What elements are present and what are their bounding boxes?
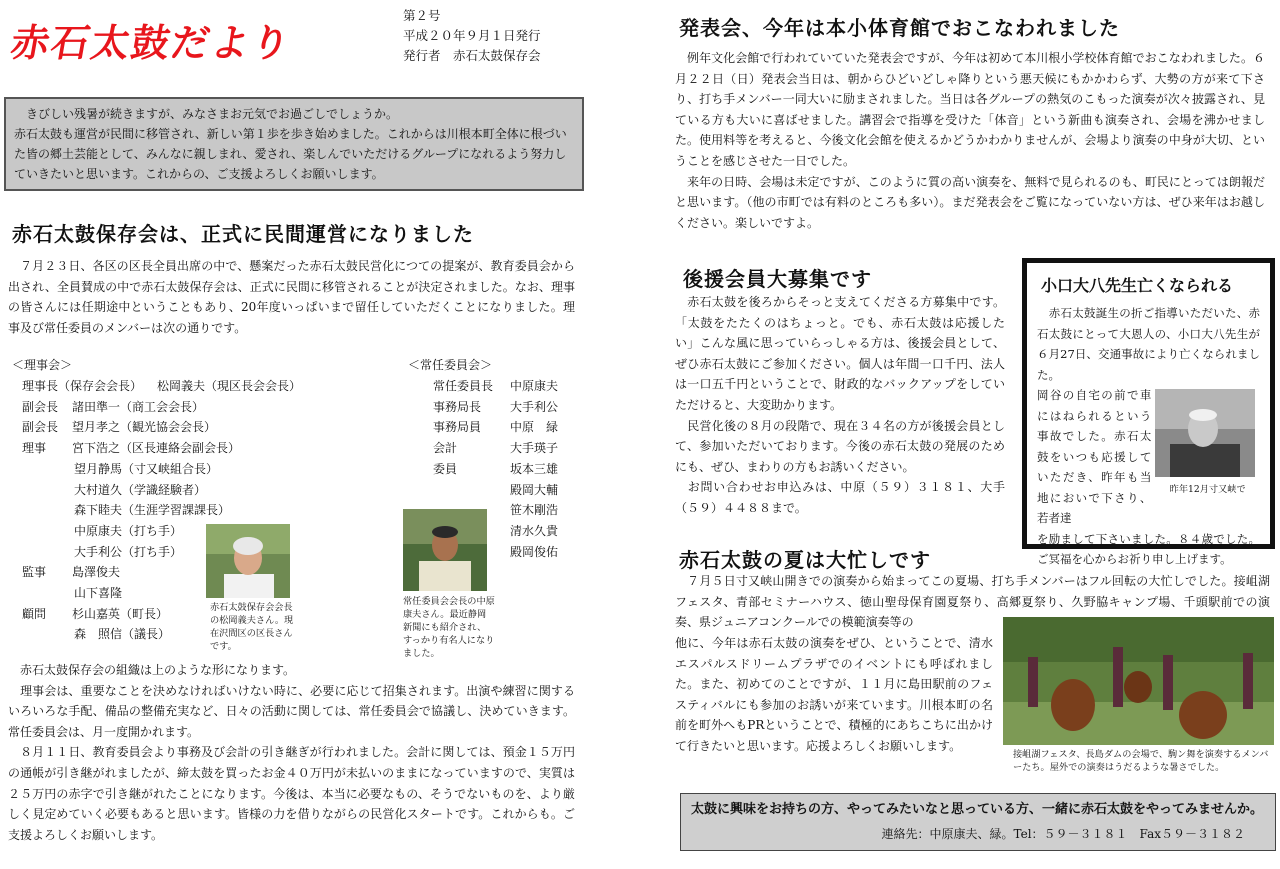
member-row xyxy=(22,459,322,480)
article3-body xyxy=(675,292,1005,519)
member-row xyxy=(22,397,322,418)
member-row xyxy=(433,376,583,397)
article4-text: ７月５日寸又峡山開きでの演奏から始まってこの夏場、打ち手メンバーはフル回転の大忙しでした。接岨湖フェスタ、青部セミナーハウス、徳山聖母保育園夏祭り、高郷夏祭り、久野脇キャンプ場、千頭駅前での演奏、県ジュニアコンクールでの模範演奏等の xyxy=(675,574,1270,630)
article4-text-left: 他に、今年は赤石太鼓の演奏をぜひ、ということで、清水エスパルスドリームプラザでのイベントにも呼ばれました。また、初めてのことですが、１１月に島田駅前のフェスティバルにも参加のお誘いが来ています。川根本町の名前を町外へもPRということで、積極的にあちこちに出かけて行きたいと思います。応援よろしくお願いします。 xyxy=(675,636,993,753)
drummers-photo xyxy=(1003,617,1274,745)
member-name: 森 照信（議長） xyxy=(74,627,171,642)
obituary-heading: 小口大八先生亡くなられる xyxy=(1041,276,1234,295)
member-row xyxy=(433,438,583,459)
member-name: 坂本三雄 xyxy=(510,461,559,476)
photo-drummers-caption: 接岨湖フェスタ、長島ダムの会場で、駒ン舞を演奏するメンバーたち。屋外での演奏はうだるような暑さでした。 xyxy=(1013,749,1269,773)
obituary-portrait xyxy=(1155,389,1255,477)
issue-date: 平成２０年９月１日発行 xyxy=(403,28,541,43)
member-role: 常任委員長 xyxy=(433,379,494,393)
photo-chairman xyxy=(206,524,290,598)
article1-body xyxy=(8,660,575,845)
member-name: 殿岡大輔 xyxy=(510,482,559,497)
issue-info xyxy=(403,6,541,66)
photo-committee-chair xyxy=(403,509,487,591)
greeting-line: 赤石太鼓も運営が民間に移管され、新しい第１歩を歩き始めました。これからは川根本町全体に根づいた皆の郷土芸能として、みんなに親しまれ、愛され、楽しんでいただけるグループになれるよう努力していきたいと思います。これからの、ご支援よろしくお願いします。 xyxy=(14,127,567,181)
article3-paragraph: 赤石太鼓を後ろからそっと支えてくださる方募集中です。「太鼓をたたくのはちょっと。でも、赤石太鼓は応援したい」こんな風に思っていらっしゃる方は、後援会員として、ぜひ赤石太鼓にご参加ください。個人は年間一口千円、法人は一口五千円ということで、財政的なバックアップをしていただけると、大変助かります。 xyxy=(675,295,1005,412)
article1-paragraph: ８月１１日、教育委員会より事務及び会計の引き継ぎが行われました。会計に関しては、預金１５万円の通帳が引き継がれましたが、締太鼓を買ったお金４０万円が未払いのままになっていますので、実質は２５万円の赤字で引き継がれたことになります。今後は、本当に必要なもの、そうでないものを、より厳しく見定めていく必要もあると思います。皆様の力を借りながらの民営化スタートです。これからも。ご支援よろしくお願いします。 xyxy=(8,745,575,842)
photo-committee-caption: 常任委員会会長の中原康夫さん。最近静岡新聞にも紹介され、すっかり有名人になりました。 xyxy=(403,596,495,659)
obituary-text: 赤石太鼓誕生の折ご指導いただいた、赤石太鼓にとって大恩人の、小口大八先生が６月27日、交通事故により亡くなられました。 xyxy=(1037,306,1260,382)
member-name: 中原康夫（打ち手） xyxy=(74,523,183,538)
article1-paragraph: 赤石太鼓保存会の組織は上のような形になります。 xyxy=(8,663,296,677)
issue-number: 第２号 xyxy=(403,8,441,23)
member-role: 理事長（保存会会長） xyxy=(22,379,143,393)
board-heading: ＜理事会＞ xyxy=(12,358,73,372)
member-name: 森下睦夫（生涯学習課課長） xyxy=(74,503,231,518)
member-row xyxy=(22,417,322,438)
obituary-text-left: 岡谷の自宅の前で車にはねられるという事故でした。赤石太鼓をいつも応援していただき、昨年も当地においで下さり、若者達 xyxy=(1037,388,1152,525)
publisher: 発行者 赤石太鼓保存会 xyxy=(403,48,541,63)
member-row xyxy=(433,480,583,501)
member-role: 副会長 xyxy=(22,420,59,435)
article2-body xyxy=(675,48,1265,233)
member-role: 事務局長 xyxy=(433,399,482,414)
greeting-box xyxy=(4,97,584,191)
article2-heading: 発表会、今年は本小体育館でおこなわれました xyxy=(679,16,1120,40)
member-row xyxy=(22,480,322,501)
chairman-portrait xyxy=(206,524,290,598)
article3-paragraph: 民営化後の８月の段階で、現在３４名の方が後援会員として、参加いただいております。今後の赤石太鼓の発展のためにも、ぜひ、まわりの方もお誘いください。 xyxy=(675,418,1005,474)
article1-intro: ７月２３日、各区の区長全員出席の中で、懸案だった赤石太鼓民営化につての提案が、教育委員会から出され、全員賛成の中で赤石太鼓保存会は、正式に民間に移管されることが決定されました。なお、理事の皆さんには任期途中ということもあり、20年度いっぱいまで留任していただくことになりました。理事及び常任委員のメンバーは次の通りです。 xyxy=(8,259,575,335)
article3-heading: 後援会員大募集です xyxy=(683,267,872,291)
greeting-line: きびしい残暑が続きますが、みなさまお元気でお過ごしでしょうか。 xyxy=(14,107,399,121)
article1-paragraph: 理事会は、重要なことを決めなければいけない時に、必要に応じて招集されます。出演や練習に関するいろいろな手配、備品の整備充実など、日々の活動に関しては、常任委員会で協議し、決めていきます。常任委員会は、月一度開かれます。 xyxy=(8,683,575,739)
contact-info: 連絡先：中原康夫、緑。Tel：５９－３１８１ Fax５９－３１８２ xyxy=(881,827,1245,841)
obituary-box xyxy=(1022,258,1275,566)
member-name: 望月孝之（観光協会会長） xyxy=(72,420,217,435)
member-row xyxy=(22,500,322,521)
member-name: 望月静馬（寸又峡組合長） xyxy=(74,461,219,476)
member-row xyxy=(22,438,322,459)
member-name: 笹木剛浩 xyxy=(510,503,559,518)
photo-drummers xyxy=(1003,617,1274,745)
article1-heading: 赤石太鼓保存会は、正式に民間運営になりました xyxy=(12,222,474,246)
member-name: 大村道久（学識経験者） xyxy=(74,482,207,497)
member-name: 中原 緑 xyxy=(510,420,559,435)
member-name: 中原康夫 xyxy=(510,379,559,393)
member-name: 山下喜隆 xyxy=(74,586,123,601)
member-name: 宮下浩之（区長連絡会副会長） xyxy=(72,441,241,456)
article2-paragraph: 来年の日時、会場は未定ですが、このように質の高い演奏を、無料で見られるのも、町民にとっては朗報だと思います。（他の市町では有料のところも多い）。まだ発表会をご覧になっていない方は、ぜひ来年はお越しください。楽しいですよ。 xyxy=(675,174,1265,230)
member-name: 清水久貴 xyxy=(510,523,559,538)
invitation-box xyxy=(680,793,1276,851)
member-name: 殿岡俊佑 xyxy=(510,544,559,559)
member-name: 島澤俊夫 xyxy=(72,565,121,580)
member-role: 会計 xyxy=(433,441,458,456)
committee-heading: ＜常任委員会＞ xyxy=(408,358,493,372)
member-name: 大手瑛子 xyxy=(510,441,559,456)
article4-heading: 赤石太鼓の夏は大忙しです xyxy=(679,548,931,572)
article2-paragraph: 例年文化会館で行われていていた発表会ですが、今年は初めて本川根小学校体育館でおこなわれました。６月２２日（日）発表会当日は、朝からひどいどしゃ降りという悪天候にもかかわらず、大勢の方が来て下さり、打ち手メンバー一同大いに励まされました。当日は各グループの熱気のこもった演奏が次々披露され、見ている方も大いに喜ばせました。講習会で指導を受けた「体音」という新曲も演奏され、会場を沸かせました。使用料等を考えると、今後文化会館を使えるかどうかわかりませんが、会場より演奏の中身が大切、ということを感じさせた一日でした。 xyxy=(675,51,1265,168)
obituary-photo-caption: 昨年12月寸又峡で xyxy=(1169,484,1246,495)
member-role: 委員 xyxy=(433,461,458,476)
newsletter-title: 赤石太鼓だより xyxy=(7,21,296,65)
photo-chairman-caption: 赤石太鼓保存会会長の松岡義夫さん。現在沢間区の区長さんです。 xyxy=(210,602,294,652)
member-row xyxy=(433,417,583,438)
invitation-text: 太鼓に興味をお持ちの方、やってみたいなと思っている方、一緒に赤石太鼓をやってみませんか。 xyxy=(691,802,1264,817)
member-row xyxy=(433,459,583,480)
obituary-text-bottom: を励まして下さいました。８４歳でした。ご冥福を心からお祈り申し上げます。 xyxy=(1037,531,1260,566)
member-role: 副会長 xyxy=(22,399,59,414)
member-name: 大手利公 xyxy=(510,399,559,414)
member-name: 諸田準一（商工会会長） xyxy=(72,399,205,414)
member-name: 杉山嘉英（町長） xyxy=(72,606,169,621)
member-role: 理事 xyxy=(22,441,47,456)
member-row xyxy=(433,397,583,418)
member-row xyxy=(22,376,322,397)
member-name: 大手利公（打ち手） xyxy=(74,544,183,559)
member-role: 監事 xyxy=(22,565,47,580)
article3-paragraph: お問い合わせお申込みは、中原（５９）３１８１、大手（５９）４４８８まで。 xyxy=(675,480,1005,515)
member-name: 松岡義夫（現区長会会長） xyxy=(157,379,302,393)
member-role: 顧問 xyxy=(22,606,47,621)
member-role: 事務局員 xyxy=(433,420,482,435)
committee-chair-portrait xyxy=(403,509,487,591)
